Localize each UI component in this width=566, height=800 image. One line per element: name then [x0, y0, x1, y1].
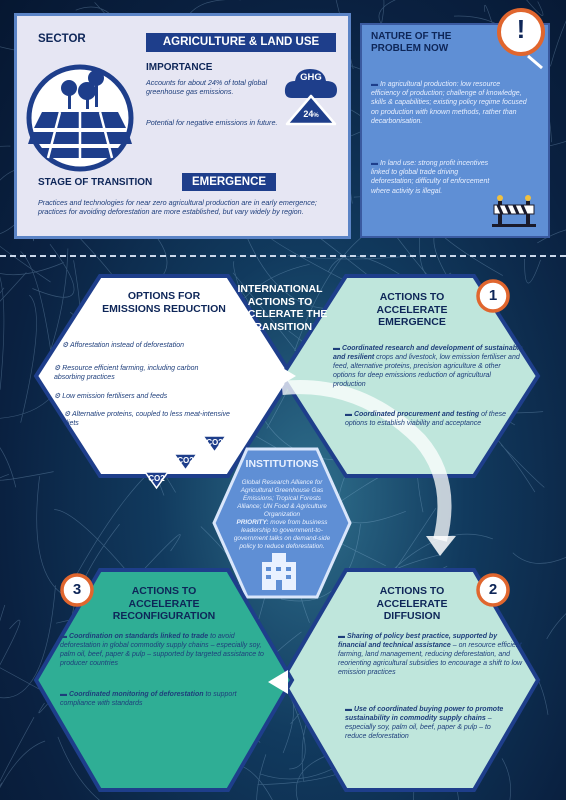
option-item: ⚙ Afforestation instead of deforestation — [62, 342, 184, 349]
flow-arrow-head — [426, 536, 456, 556]
emergence-item: ▬ Coordinated procurement and testing of these options to establish viability and acceptance — [345, 411, 507, 427]
ghg-value: 24 — [303, 109, 314, 119]
nature-paragraph-1: ▬ In agricultural production: low resource efficiency of production; challenge of knowledge, skills & capabilities; existing policy regime focused on production with known methods, rather than decarbonisation. — [371, 81, 527, 125]
institutions-priority: PRIORITY: move from business leadership to government-to-government talks on demand-side policy to reduce deforestation. — [233, 519, 331, 550]
emergence-number: 1 — [488, 287, 498, 304]
stage-heading: STAGE OF TRANSITION — [38, 177, 153, 188]
emergence-heading: ACTIONS TO ACCELERATE EMERGENCE — [376, 291, 448, 328]
option-item: ⚙ Alternative proteins, coupled to less meat-intensive diets — [64, 411, 230, 427]
bullet-marker: ▬ — [345, 706, 354, 713]
reconfiguration-item: ▬ Coordination on standards linked to trade to avoid deforestation in global commodity supply chains – especially soy, palm oil, beef, paper & pulp – supported by targeted assistance to producer countries — [60, 633, 264, 667]
nature-heading: NATURE OF THE PROBLEM NOW — [371, 31, 452, 54]
sector-heading: SECTOR — [38, 33, 86, 45]
section-divider — [0, 255, 566, 257]
diffusion-heading: ACTIONS TO ACCELERATE DIFFUSION — [376, 585, 448, 622]
institutions-heading: INSTITUTIONS — [245, 458, 319, 470]
institutions-text: Global Research Alliance for Agricultural Greenhouse Gas Emissions; Tropical Forests Alliance; UN Food & Agriculture Organization — [237, 479, 327, 518]
option-item: ⚙ Resource efficient farming, including carbon absorbing practices — [54, 365, 199, 381]
bullet-marker: ▬ — [345, 411, 354, 418]
ghg-share — [293, 109, 329, 119]
option-item: ⚙ Low emission fertilisers and feeds — [54, 393, 168, 400]
bullet-marker: ▬ — [60, 633, 69, 640]
nature-paragraph-2: ▬ In land use: strong profit incentives linked to global trade driving deforestation; difficulty of enforcement where activity is illegal. — [371, 160, 490, 195]
co2-label-2: CO2 — [177, 456, 194, 465]
diffusion-item: ▬ Sharing of policy best practice, supported by financial and technical assistance – on resource efficient farming, land management, reducing deforestation, and reorienting agricultural subsidies to encourage a shift to low emission practices — [338, 633, 523, 676]
reconfiguration-number: 3 — [72, 581, 82, 598]
sector-name-badge: AGRICULTURE & LAND USE — [146, 33, 336, 52]
ghg-label: GHG — [300, 72, 322, 83]
ghg-unit: % — [313, 113, 319, 119]
importance-text-secondary: Potential for negative emissions in future. — [146, 118, 278, 127]
bullet-marker: ▬ — [338, 633, 347, 640]
importance-heading: IMPORTANCE — [146, 62, 213, 73]
international-heading: INTERNATIONAL ACTIONS TO ACCELERATE THE TRANSITION — [232, 283, 328, 333]
gear-icon: ⚙ — [64, 411, 71, 418]
alert-symbol: ! — [516, 14, 526, 44]
gear-icon: ⚙ — [54, 393, 61, 400]
field-tree-icon — [24, 62, 136, 174]
stage-badge: EMERGENCE — [182, 173, 276, 191]
bullet-marker: ▬ — [60, 691, 69, 698]
options-heading: OPTIONS FOR EMISSIONS REDUCTION — [102, 290, 226, 315]
roadblock-icon — [492, 194, 536, 228]
gear-icon: ⚙ — [54, 365, 61, 372]
co2-label-1: CO2 — [148, 474, 165, 483]
diffusion-item: ▬ Use of coordinated buying power to promote sustainability in commodity supply chains – especially soy, palm oil, beef, paper & pulp – to reduce deforestation — [345, 706, 504, 740]
emergence-item: ▬ Coordinated research and development of sustainable and resilient crops and livestock, low emission fertiliser and feed, alternative proteins, precision agriculture & other options for deep emissions reduction of agricultural production — [333, 345, 523, 388]
stage-text: Practices and technologies for near zero agricultural production are in early emergence; practices for avoiding deforestation are more established, but vary widely by region. — [38, 198, 317, 217]
co2-label-3: CO2 — [206, 438, 223, 447]
diffusion-number: 2 — [488, 581, 498, 598]
reconfiguration-item: ▬ Coordinated monitoring of deforestation to support compliance with standards — [60, 691, 237, 707]
bullet-marker: ▬ — [333, 345, 342, 352]
importance-text: Accounts for about 24% of total global greenhouse gas emissions. — [146, 78, 268, 97]
gear-icon: ⚙ — [62, 342, 69, 349]
reconfiguration-heading: ACTIONS TO ACCELERATE RECONFIGURATION — [112, 585, 216, 622]
